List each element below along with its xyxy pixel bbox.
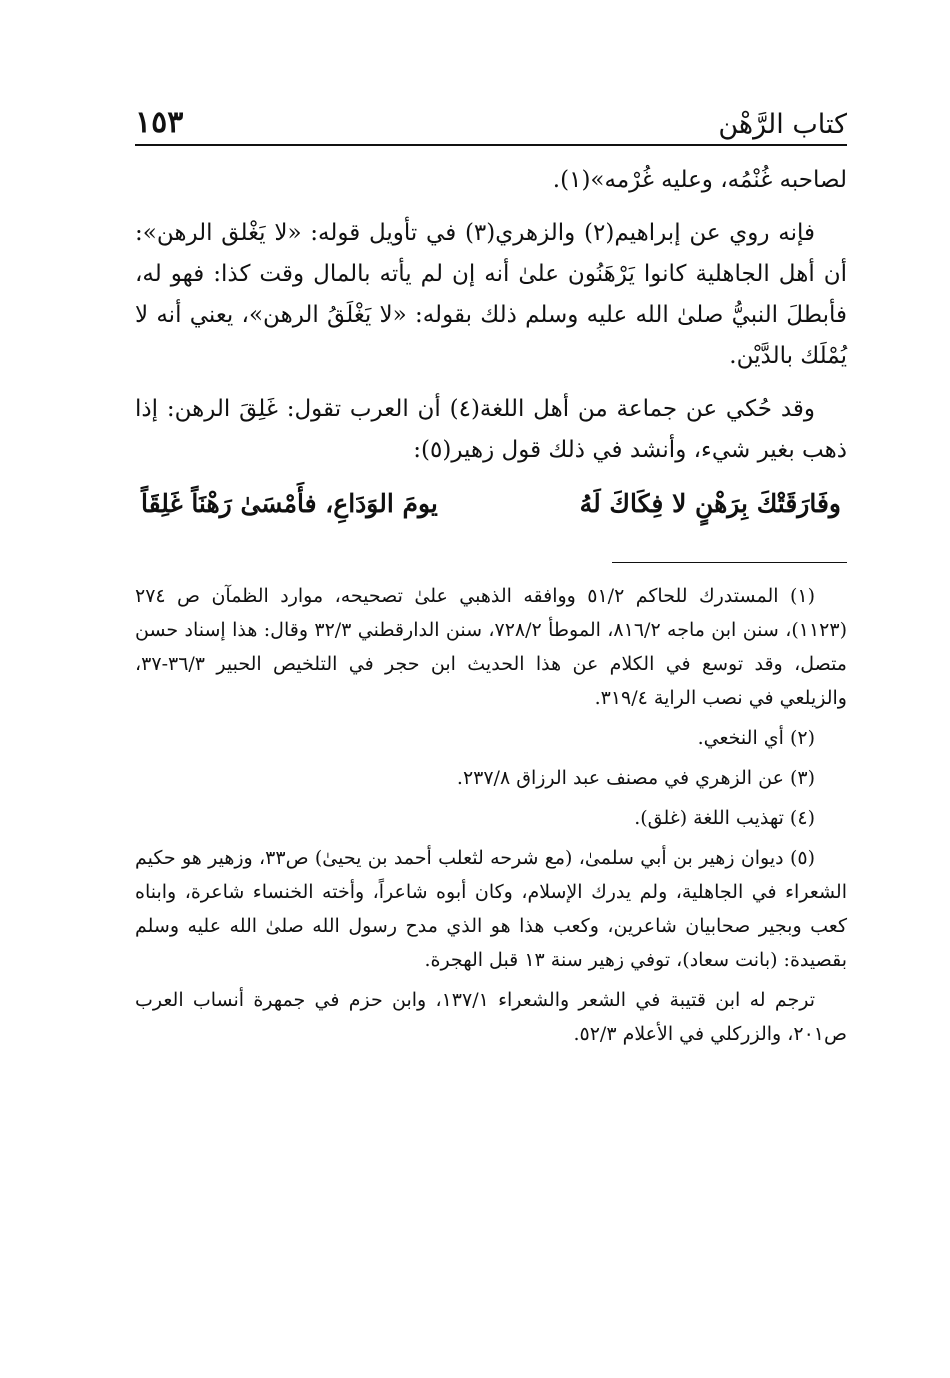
- chapter-title: كتاب الرَّهْن: [718, 109, 847, 140]
- footnote-5: (٥) ديوان زهير بن أبي سلمىٰ، (مع شرحه لثعلب أحمد بن يحيىٰ) ص٣٣، وزهير هو حكيم الشعراء في الجاهلية، ولم يدرك الإسلام، وكان أبوه شاعراً، وأخته الخنساء شاعرة، وابناه كعب وبجير صحابيان شاعرين، وكعب هذا هو الذي مدح رسول الله صلىٰ الله عليه وسلم بقصيدة: (بانت سعاد)، توفي زهير سنة ١٣ قبل الهجرة.: [135, 847, 847, 971]
- paragraph-1: لصاحبه غُنْمُه، وعليه غُرْمه»(١).: [552, 167, 847, 193]
- book-page: [135, 92, 847, 1057]
- footnote-5-continuation: ترجم له ابن قتيبة في الشعر والشعراء ١٣٧/١، وابن حزم في جمهرة أنساب العرب ص٢٠١، والزركلي في الأعلام ٥٢/٣.: [135, 989, 847, 1045]
- footnote-3: (٣) عن الزهري في مصنف عبد الرزاق ٢٣٧/٨.: [456, 767, 815, 789]
- poetry-verse: [135, 483, 847, 518]
- verse-first-hemistich: وفَارَقَتْكَ بِرَهْنٍ لا فِكَاكَ لَهُ: [579, 489, 841, 518]
- verse-second-hemistich: يومَ الوَدَاعِ، فأَمْسَىٰ رَهْنَاً غَلِقَاً: [141, 489, 438, 518]
- footnote-1: (١) المستدرك للحاكم ٥١/٢ ووافقه الذهبي علىٰ تصحيحه، موارد الظمآن ص ٢٧٤ (١١٢٣)، سنن ابن ماجه ٨١٦/٢، الموطأ ٧٢٨/٢، سنن الدارقطني ٣٢/٣ وقال: هذا إسناد حسن متصل، وقد توسع في الكلام عن هذا الحديث ابن حجر في التلخيص الحبير ٣٦/٣-٣٧، والزيلعي في نصب الراية ٣١٩/٤.: [135, 585, 847, 709]
- page-number: ١٥٣: [135, 105, 184, 140]
- running-header: [135, 92, 847, 146]
- footnote-separator: [612, 562, 847, 563]
- footnotes-section: [135, 579, 847, 1051]
- footnote-4: (٤) تهذيب اللغة (غلق).: [634, 807, 815, 829]
- paragraph-3: وقد حُكي عن جماعة من أهل اللغة(٤) أن العرب تقول: غَلِقَ الرهن: إذا ذهب بغير شيء، وأنشد في ذلك قول زهير(٥):: [135, 396, 847, 463]
- paragraph-2: فإنه روي عن إبراهيم(٢) والزهري(٣) في تأويل قوله: «لا يَغْلق الرهن»: أن أهل الجاهلية كانوا يَرْهَنُون علىٰ أنه إن لم يأته بالمال وقت كذا: فهو له، فأبطلَ النبيُّ صلىٰ الله عليه وسلم ذلك بقوله: «لا يَغْلَقُ الرهن»، يعني أنه لا يُمْلَك بالدَّيْن.: [135, 220, 847, 369]
- footnote-2: (٢) أي النخعي.: [697, 727, 815, 749]
- main-text: [135, 160, 847, 518]
